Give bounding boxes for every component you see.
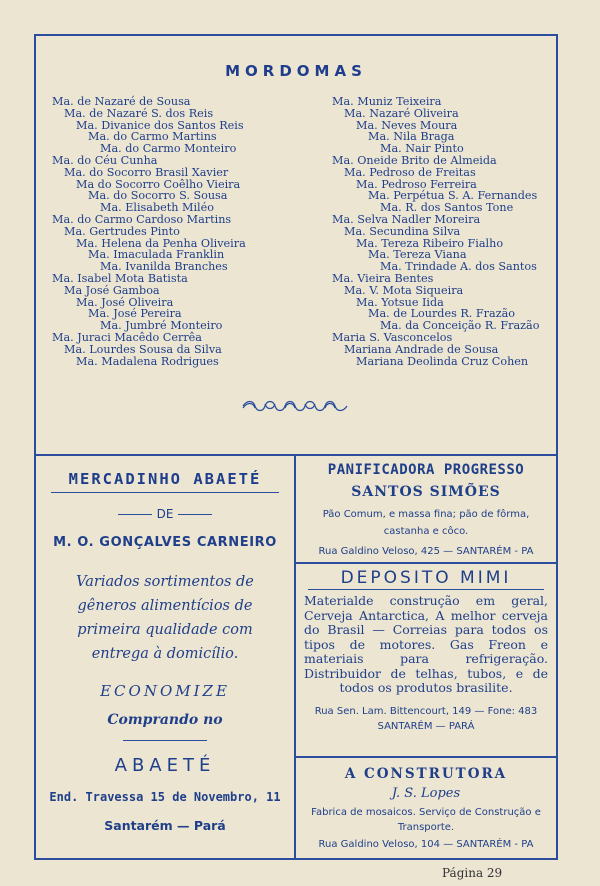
mordoma-name: Ma. Elisabeth Miléo — [100, 201, 214, 215]
mordoma-name: Ma. Neves Moura — [356, 118, 458, 132]
ornament-divider-icon — [36, 398, 556, 417]
mordoma-name: Ma. Ivanilda Branches — [100, 260, 228, 274]
mordoma-name: Ma. da Conceição R. Frazão — [380, 319, 540, 333]
mordoma-name: Ma. do Carmo Martins — [88, 130, 217, 144]
mordoma-name: Ma. V. Mota Siqueira — [344, 283, 464, 297]
ad-title: PANIFICADORA PROGRESSO — [327, 462, 525, 478]
mordoma-name: Ma. Nair Pinto — [380, 142, 464, 156]
ad-description: Pão Comum, e massa fina; pão de fôrma, castanha e côco. — [322, 509, 530, 537]
mordomas-title: MORDOMAS — [225, 62, 367, 80]
ad-panificadora — [296, 456, 556, 562]
ad-subtitle: SANTOS SIMÕES — [351, 484, 501, 500]
mordoma-name: Ma. Selva Nadler Moreira — [332, 212, 481, 226]
ad-comprando: Comprando no — [107, 712, 223, 728]
mordoma-name: Ma. Pedroso Ferreira — [356, 177, 477, 191]
ad-mercadinho-abaete — [36, 456, 294, 860]
ad-description: Variados sortimentos de gêneros alimentícios de primeira qualidade com entrega à domicílio. — [76, 574, 254, 662]
mordoma-name: Mariana Deolinda Cruz Cohen — [356, 354, 529, 368]
mordoma-name: Ma. Gertrudes Pinto — [64, 224, 180, 238]
mordoma-name: Ma. Imaculada Franklin — [88, 248, 225, 262]
ad-title: DEPOSITO MIMI — [340, 568, 512, 588]
page-number: Página 29 — [442, 866, 503, 880]
mordoma-name: Mariana Andrade de Sousa — [344, 342, 499, 356]
ad-address: Rua Galdino Veloso, 104 — SANTARÉM - PA — [318, 839, 534, 850]
mordoma-name: Ma do Socorro Coêlho Vieira — [76, 177, 241, 191]
mordoma-name: Ma. de Lourdes R. Frazão — [368, 307, 515, 321]
mordoma-name: Ma. do Céu Cunha — [52, 153, 158, 167]
mordoma-name: Ma. Oneide Brito de Almeida — [332, 153, 497, 167]
mordoma-name: Ma. Nazaré Oliveira — [344, 106, 459, 120]
mordomas-left-column — [52, 96, 292, 367]
mordoma-name: Maria S. Vasconcelos — [332, 330, 453, 344]
page-frame — [34, 34, 558, 860]
ad-store-name: ABAETÉ — [114, 755, 216, 776]
mordoma-name: Ma. R. dos Santos Tone — [380, 201, 514, 215]
mordoma-name: Ma. Madalena Rodrigues — [76, 354, 219, 368]
ad-address: End. Travessa 15 de Novembro, 11 — [49, 790, 281, 804]
mordoma-name: Ma. do Socorro Brasil Xavier — [64, 165, 229, 179]
mordoma-name: Ma. Muniz Teixeira — [332, 95, 442, 108]
de-label: DE — [156, 507, 174, 521]
mordoma-name: Ma. Nila Braga — [368, 130, 455, 144]
mordoma-name: Ma. José Pereira — [88, 307, 182, 321]
ad-owner: M. O. GONÇALVES CARNEIRO — [53, 535, 277, 550]
mordoma-name: Ma. Pedroso de Freitas — [344, 165, 476, 179]
mordoma-name: Ma. Secundina Silva — [344, 224, 461, 238]
ad-de-line — [36, 507, 294, 521]
ad-address: Rua Galdino Veloso, 425 — SANTARÉM - PA — [318, 546, 534, 557]
mordoma-name: Ma. Yotsue Iida — [356, 295, 444, 309]
ad-economize: ECONOMIZE — [100, 682, 230, 700]
mordoma-name: Ma. Perpétua S. A. Fernandes — [368, 189, 538, 203]
ad-description: Materialde construção em geral, Cerveja Antarctica, A melhor cerveja do Brasil — Correias para todos os tipos de motores. Gas Freon e materiais para refrigeração. Distribuidor de telhas, tubos, e de todos os produtos brasilite. — [304, 593, 548, 695]
ad-description: Fabrica de mosaicos. Serviço de Construção e Transporte. — [311, 807, 541, 833]
ad-address: Rua Sen. Lam. Bittencourt, 149 — Fone: 483 — [314, 705, 538, 717]
short-divider — [123, 740, 207, 741]
mordoma-name: Ma. Tereza Ribeiro Fialho — [356, 236, 504, 250]
mordoma-name: Ma. Divanice dos Santos Reis — [76, 118, 244, 132]
mordoma-name: Ma. de Nazaré de Sousa — [52, 95, 191, 108]
mordoma-name: Ma. Vieira Bentes — [332, 271, 434, 285]
ad-title: MERCADINHO ABAETÉ — [68, 470, 262, 488]
mordoma-name: Ma. Lourdes Sousa da Silva — [64, 342, 222, 356]
ad-subtitle: J. S. Lopes — [391, 786, 461, 801]
mordoma-name: Ma. de Nazaré S. dos Reis — [64, 106, 214, 120]
mordoma-name: Ma. Trindade A. dos Santos — [380, 260, 537, 274]
mordoma-name: Ma. do Carmo Monteiro — [100, 142, 237, 156]
mordoma-name: Ma. Jumbré Monteiro — [100, 319, 223, 333]
mordomas-right-column — [332, 96, 556, 367]
ad-title: A CONSTRUTORA — [344, 766, 508, 782]
mordoma-name: Ma. Tereza Viana — [368, 248, 467, 262]
mordoma-name: Ma José Gamboa — [64, 283, 160, 297]
title-underline — [51, 492, 279, 493]
mordoma-name: Ma. do Socorro S. Sousa — [88, 189, 228, 203]
ad-city: SANTARÉM — PARÁ — [377, 720, 475, 732]
ad-city: Santarém — Pará — [104, 818, 226, 833]
mordoma-name: Ma. José Oliveira — [76, 295, 174, 309]
mordoma-name: Ma. Isabel Mota Batista — [52, 271, 188, 285]
ad-deposito-mimi — [296, 564, 556, 756]
mordoma-name: Ma. do Carmo Cardoso Martins — [52, 212, 232, 226]
mordoma-name: Ma. Juraci Macêdo Cerrêa — [52, 330, 202, 344]
title-underline — [308, 589, 544, 590]
mordomas-section — [36, 36, 556, 454]
mordoma-name: Ma. Helena da Penha Oliveira — [76, 236, 246, 250]
ad-construtora — [296, 758, 556, 860]
right-ads-column — [296, 456, 556, 860]
